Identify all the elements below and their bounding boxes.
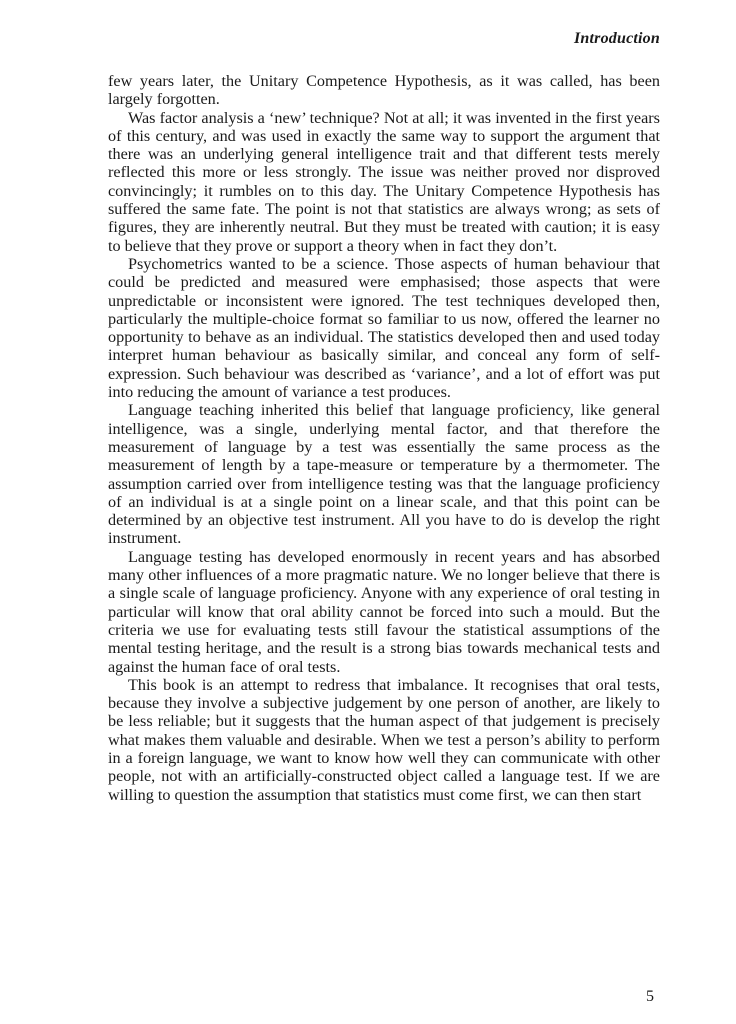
paragraph: Language teaching inherited this belief that language proficiency, like general intelligence, was a single, underlying mental factor, and that therefore the measurement of language by a test was essentially the same process as the measurement of length by a tape-measure or temperature by a thermometer. The assumption carried over from intelligence testing was that the language proficiency of an individual is at a single point on a linear scale, and that this point can be determined by an objective test instrument. All you have to do is develop the right instrument.	[108, 401, 660, 548]
paragraph: Was factor analysis a ‘new’ technique? Not at all; it was invented in the first years of this century, and was used in exactly the same way to support the argument that there was an underlying general intelligence trait and that different tests merely reflected this more or less strongly. The issue was neither proved nor disproved convincingly; it rumbles on to this day. The Unitary Competence Hypothesis has suffered the same fate. The point is not that statistics are always wrong; as sets of figures, they are inherently neutral. But they must be treated with caution; it is easy to believe that they prove or support a theory when in fact they don’t.	[108, 108, 660, 255]
body-text	[108, 72, 660, 804]
paragraph: This book is an attempt to redress that imbalance. It recognises that oral tests, because they involve a subjective judgement by one person of another, are likely to be less reliable; but it suggests that the human aspect of that judgement is precisely what makes them valuable and desirable. When we test a person’s ability to perform in a foreign language, we want to know how well they can communicate with other people, not with an artificially-constructed object called a language test. If we are willing to question the assumption that statistics must come first, we can then start	[108, 675, 660, 804]
page-number: 5	[646, 988, 654, 1005]
paragraph: Psychometrics wanted to be a science. Those aspects of human behaviour that could be predicted and measured were emphasised; those aspects that were unpredictable or inconsistent were ignored. The test techniques developed then, particularly the multiple-choice format so familiar to us now, offered the learner no opportunity to behave as an individual. The statistics developed then and used today interpret human behaviour as basically similar, and conceal any form of self-expression. Such behaviour was described as ‘variance’, and a lot of effort was put into reducing the amount of variance a test produces.	[108, 254, 660, 402]
running-head: Introduction	[574, 30, 660, 47]
paragraph: Language testing has developed enormously in recent years and has absorbed many other influences of a more pragmatic nature. We no longer believe that there is a single scale of language proficiency. Anyone with any experience of oral testing in particular will know that oral ability cannot be forced into such a mould. But the criteria we use for evaluating tests still favour the statistical assumptions of the mental testing heritage, and the result is a strong bias towards mechanical tests and against the human face of oral tests.	[108, 547, 660, 676]
paragraph-continuation: few years later, the Unitary Competence Hypothesis, as it was called, has been largely forgotten.	[108, 72, 660, 109]
